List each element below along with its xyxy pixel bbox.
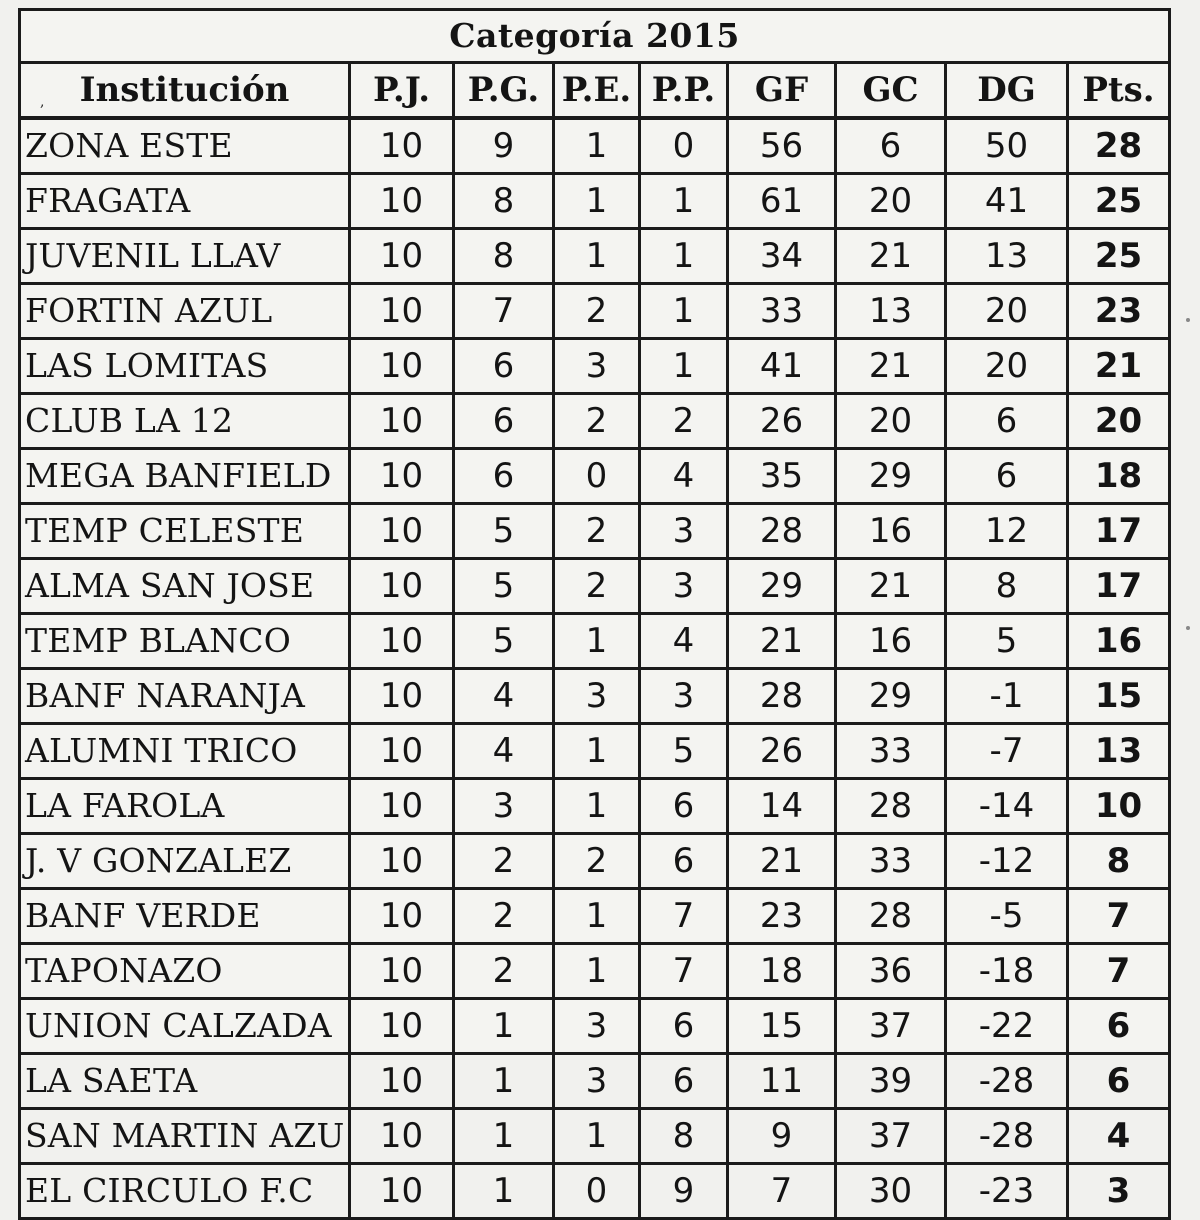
table-row (20, 889, 1170, 944)
cell-dg: 6 (946, 394, 1068, 449)
cell-pj: 10 (350, 229, 454, 284)
cell-gc: 16 (836, 504, 946, 559)
pen-mark: , (40, 94, 45, 110)
cell-pe: 3 (554, 1054, 640, 1109)
cell-pts: 20 (1068, 394, 1170, 449)
cell-pts: 8 (1068, 834, 1170, 889)
cell-pe: 3 (554, 669, 640, 724)
team-name: FRAGATA (20, 174, 350, 229)
cell-pp: 9 (640, 1164, 728, 1219)
paper-speck (1186, 626, 1190, 630)
cell-gf: 35 (728, 449, 836, 504)
cell-pp: 4 (640, 449, 728, 504)
cell-dg: 13 (946, 229, 1068, 284)
cell-pts: 28 (1068, 118, 1170, 174)
cell-pg: 4 (454, 669, 554, 724)
cell-pj: 10 (350, 724, 454, 779)
cell-pts: 13 (1068, 724, 1170, 779)
cell-pe: 1 (554, 614, 640, 669)
team-name: TEMP BLANCO (20, 614, 350, 669)
header-gc: GC (836, 63, 946, 119)
cell-dg: 6 (946, 449, 1068, 504)
cell-pe: 0 (554, 1164, 640, 1219)
cell-gc: 29 (836, 449, 946, 504)
cell-pts: 15 (1068, 669, 1170, 724)
team-name: LA FAROLA (20, 779, 350, 834)
cell-pts: 23 (1068, 284, 1170, 339)
cell-pe: 1 (554, 944, 640, 999)
cell-pe: 1 (554, 889, 640, 944)
cell-pts: 18 (1068, 449, 1170, 504)
cell-pj: 10 (350, 1054, 454, 1109)
cell-pts: 21 (1068, 339, 1170, 394)
table-row (20, 834, 1170, 889)
cell-pj: 10 (350, 999, 454, 1054)
team-name: TEMP CELESTE (20, 504, 350, 559)
cell-pts: 4 (1068, 1109, 1170, 1164)
cell-pj: 10 (350, 779, 454, 834)
team-name: BANF VERDE (20, 889, 350, 944)
table-row (20, 1054, 1170, 1109)
cell-pg: 6 (454, 394, 554, 449)
cell-dg: 8 (946, 559, 1068, 614)
team-name: JUVENIL LLAV (20, 229, 350, 284)
cell-gf: 21 (728, 834, 836, 889)
header-dg: DG (946, 63, 1068, 119)
cell-dg: -5 (946, 889, 1068, 944)
cell-pp: 7 (640, 889, 728, 944)
cell-pj: 10 (350, 118, 454, 174)
header-pp: P.P. (640, 63, 728, 119)
table-row (20, 779, 1170, 834)
table-row (20, 724, 1170, 779)
header-pts: Pts. (1068, 63, 1170, 119)
standings-table (18, 8, 1171, 1220)
cell-pp: 6 (640, 834, 728, 889)
cell-pp: 0 (640, 118, 728, 174)
table-row (20, 1109, 1170, 1164)
cell-pp: 6 (640, 1054, 728, 1109)
cell-gc: 21 (836, 339, 946, 394)
header-institucion: Institución (20, 63, 350, 119)
cell-gf: 56 (728, 118, 836, 174)
cell-pp: 4 (640, 614, 728, 669)
cell-pp: 1 (640, 284, 728, 339)
table-row (20, 339, 1170, 394)
table-row (20, 559, 1170, 614)
cell-gf: 28 (728, 669, 836, 724)
cell-gc: 30 (836, 1164, 946, 1219)
cell-gf: 29 (728, 559, 836, 614)
cell-pe: 2 (554, 834, 640, 889)
cell-pp: 3 (640, 669, 728, 724)
table-title: Categoría 2015 (20, 10, 1170, 63)
cell-gf: 28 (728, 504, 836, 559)
cell-pts: 25 (1068, 229, 1170, 284)
header-pg: P.G. (454, 63, 554, 119)
table-row (20, 229, 1170, 284)
cell-pj: 10 (350, 1109, 454, 1164)
cell-pe: 2 (554, 559, 640, 614)
cell-pp: 1 (640, 339, 728, 394)
cell-pg: 8 (454, 174, 554, 229)
cell-gc: 16 (836, 614, 946, 669)
cell-gc: 37 (836, 1109, 946, 1164)
cell-pp: 3 (640, 504, 728, 559)
cell-pp: 5 (640, 724, 728, 779)
cell-gc: 20 (836, 394, 946, 449)
cell-dg: -18 (946, 944, 1068, 999)
cell-gf: 41 (728, 339, 836, 394)
cell-pj: 10 (350, 944, 454, 999)
cell-pg: 5 (454, 504, 554, 559)
cell-dg: 50 (946, 118, 1068, 174)
cell-dg: 5 (946, 614, 1068, 669)
cell-gc: 33 (836, 834, 946, 889)
cell-pg: 5 (454, 559, 554, 614)
cell-gf: 26 (728, 394, 836, 449)
team-name: UNION CALZADA (20, 999, 350, 1054)
cell-gf: 14 (728, 779, 836, 834)
cell-pe: 1 (554, 1109, 640, 1164)
cell-pe: 1 (554, 779, 640, 834)
cell-gf: 7 (728, 1164, 836, 1219)
cell-pp: 2 (640, 394, 728, 449)
cell-pj: 10 (350, 559, 454, 614)
cell-pj: 10 (350, 339, 454, 394)
cell-gf: 33 (728, 284, 836, 339)
team-name: ALMA SAN JOSE (20, 559, 350, 614)
cell-dg: 41 (946, 174, 1068, 229)
table-row (20, 174, 1170, 229)
cell-pp: 3 (640, 559, 728, 614)
table-row (20, 394, 1170, 449)
cell-pts: 7 (1068, 944, 1170, 999)
cell-pp: 6 (640, 999, 728, 1054)
cell-gf: 23 (728, 889, 836, 944)
team-name: BANF NARANJA (20, 669, 350, 724)
cell-pg: 1 (454, 1109, 554, 1164)
cell-pg: 1 (454, 999, 554, 1054)
cell-dg: 20 (946, 339, 1068, 394)
cell-pg: 6 (454, 449, 554, 504)
cell-pg: 6 (454, 339, 554, 394)
cell-dg: 12 (946, 504, 1068, 559)
cell-gc: 13 (836, 284, 946, 339)
cell-pe: 1 (554, 118, 640, 174)
cell-gf: 26 (728, 724, 836, 779)
team-name: TAPONAZO (20, 944, 350, 999)
cell-gc: 33 (836, 724, 946, 779)
cell-gc: 28 (836, 889, 946, 944)
cell-pts: 16 (1068, 614, 1170, 669)
cell-dg: -1 (946, 669, 1068, 724)
table-row (20, 449, 1170, 504)
team-name: ZONA ESTE (20, 118, 350, 174)
team-name: J. V GONZALEZ (20, 834, 350, 889)
cell-pp: 6 (640, 779, 728, 834)
table-row (20, 669, 1170, 724)
cell-dg: -7 (946, 724, 1068, 779)
cell-gc: 21 (836, 229, 946, 284)
cell-pg: 9 (454, 118, 554, 174)
cell-pe: 3 (554, 999, 640, 1054)
cell-gc: 20 (836, 174, 946, 229)
cell-pg: 4 (454, 724, 554, 779)
standings-sheet (18, 8, 1168, 1211)
team-name: LA SAETA (20, 1054, 350, 1109)
cell-pg: 8 (454, 229, 554, 284)
cell-pe: 2 (554, 394, 640, 449)
cell-pp: 8 (640, 1109, 728, 1164)
table-row (20, 1164, 1170, 1219)
team-name: MEGA BANFIELD (20, 449, 350, 504)
cell-pj: 10 (350, 669, 454, 724)
cell-pts: 25 (1068, 174, 1170, 229)
cell-dg: -12 (946, 834, 1068, 889)
cell-dg: 20 (946, 284, 1068, 339)
cell-gf: 21 (728, 614, 836, 669)
cell-dg: -22 (946, 999, 1068, 1054)
cell-pts: 17 (1068, 504, 1170, 559)
cell-pg: 5 (454, 614, 554, 669)
team-name: ALUMNI TRICO (20, 724, 350, 779)
cell-pj: 10 (350, 394, 454, 449)
cell-pg: 1 (454, 1054, 554, 1109)
cell-pts: 17 (1068, 559, 1170, 614)
cell-gc: 29 (836, 669, 946, 724)
cell-gf: 18 (728, 944, 836, 999)
header-pe: P.E. (554, 63, 640, 119)
cell-pts: 6 (1068, 999, 1170, 1054)
cell-pp: 7 (640, 944, 728, 999)
cell-pp: 1 (640, 174, 728, 229)
team-name: EL CIRCULO F.C (20, 1164, 350, 1219)
cell-pe: 3 (554, 339, 640, 394)
cell-pg: 2 (454, 889, 554, 944)
cell-pts: 3 (1068, 1164, 1170, 1219)
cell-pe: 2 (554, 504, 640, 559)
cell-pp: 1 (640, 229, 728, 284)
cell-pj: 10 (350, 614, 454, 669)
team-name: FORTIN AZUL (20, 284, 350, 339)
cell-gf: 11 (728, 1054, 836, 1109)
cell-pts: 10 (1068, 779, 1170, 834)
cell-pg: 2 (454, 944, 554, 999)
team-name: CLUB LA 12 (20, 394, 350, 449)
cell-pj: 10 (350, 449, 454, 504)
cell-dg: -28 (946, 1109, 1068, 1164)
cell-pj: 10 (350, 504, 454, 559)
team-name: SAN MARTIN AZU (20, 1109, 350, 1164)
cell-gf: 9 (728, 1109, 836, 1164)
cell-dg: -14 (946, 779, 1068, 834)
cell-pg: 1 (454, 1164, 554, 1219)
cell-pj: 10 (350, 174, 454, 229)
cell-gc: 28 (836, 779, 946, 834)
cell-pj: 10 (350, 889, 454, 944)
cell-pe: 1 (554, 229, 640, 284)
header-gf: GF (728, 63, 836, 119)
cell-dg: -23 (946, 1164, 1068, 1219)
cell-pj: 10 (350, 284, 454, 339)
cell-dg: -28 (946, 1054, 1068, 1109)
cell-pts: 6 (1068, 1054, 1170, 1109)
cell-gf: 34 (728, 229, 836, 284)
cell-pg: 2 (454, 834, 554, 889)
cell-gf: 61 (728, 174, 836, 229)
cell-pe: 1 (554, 174, 640, 229)
table-row (20, 999, 1170, 1054)
table-row (20, 118, 1170, 174)
table-row (20, 284, 1170, 339)
cell-pe: 2 (554, 284, 640, 339)
cell-pj: 10 (350, 1164, 454, 1219)
header-pj: P.J. (350, 63, 454, 119)
standings-body (20, 118, 1170, 1219)
table-row (20, 614, 1170, 669)
cell-pe: 0 (554, 449, 640, 504)
table-row (20, 944, 1170, 999)
cell-gc: 36 (836, 944, 946, 999)
cell-gf: 15 (728, 999, 836, 1054)
team-name: LAS LOMITAS (20, 339, 350, 394)
cell-pe: 1 (554, 724, 640, 779)
cell-gc: 21 (836, 559, 946, 614)
cell-pj: 10 (350, 834, 454, 889)
cell-gc: 37 (836, 999, 946, 1054)
cell-gc: 6 (836, 118, 946, 174)
cell-pts: 7 (1068, 889, 1170, 944)
table-row (20, 504, 1170, 559)
paper-speck (1186, 318, 1190, 322)
cell-pg: 7 (454, 284, 554, 339)
cell-pg: 3 (454, 779, 554, 834)
cell-gc: 39 (836, 1054, 946, 1109)
